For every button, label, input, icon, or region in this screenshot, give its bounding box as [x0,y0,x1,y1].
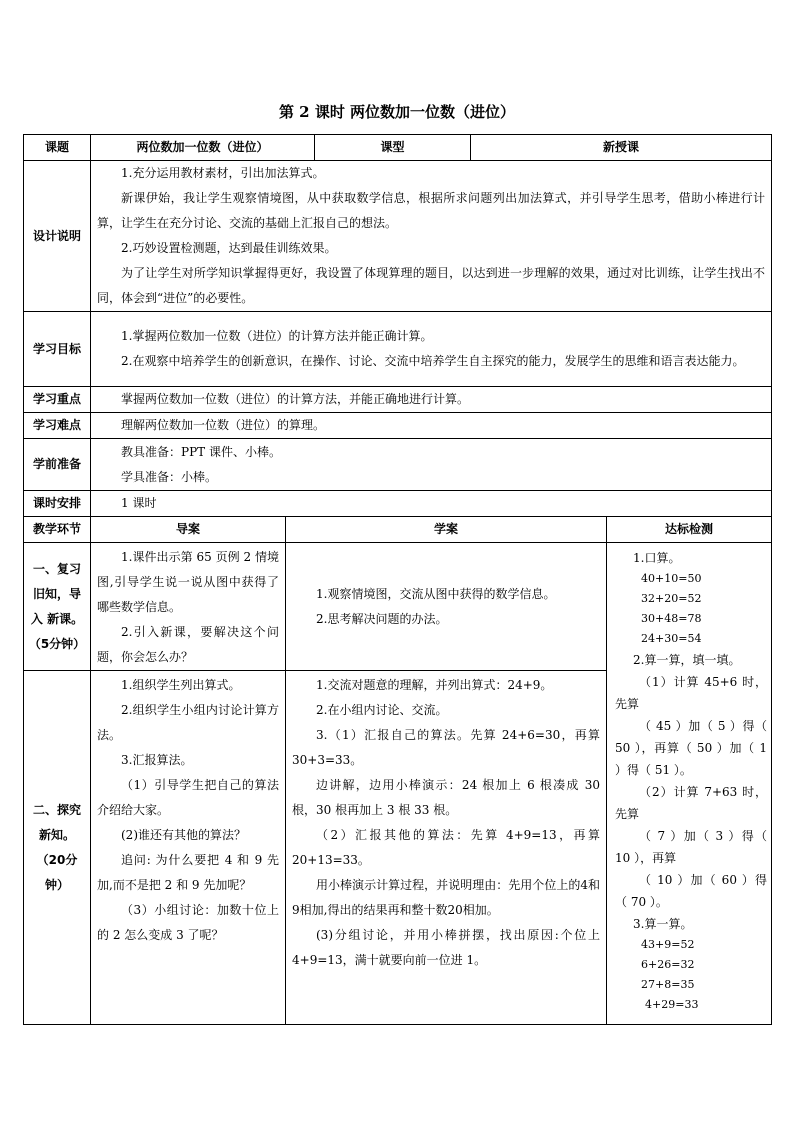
calc-item: 6+26=32 [641,958,695,971]
goal-paragraph: 1.掌握两位数加一位数（进位）的计算方法并能正确计算。 [121,329,433,343]
key-point-text: 掌握两位数加一位数（进位）的计算方法，并能正确地进行计算。 [121,392,470,406]
calc-title: 3.算一算。 [633,917,693,931]
col-guide: 导案 [91,517,286,543]
prep-cell [91,439,772,491]
stage2-study-item: 3.（1）汇报自己的算法。先算 24+6=30，再算 30+3=33。 [292,728,601,767]
stage1-study-item: 2.思考解决问题的办法。 [316,611,448,626]
check-cell [607,543,772,1025]
col-check: 达标检测 [607,517,772,543]
stage1-guide-item: 2.引入新课，要解决这个问题，你会怎么办？ [97,625,279,664]
stage2-study-item: 1.交流对题意的理解，并列出算式：24+9。 [316,678,553,692]
oral-item: 24+30=54 [641,632,702,645]
fill2-line: （ 7 ）加（ 3 ）得（ 10 ），再算 [615,829,768,865]
prep-line: 教具准备：PPT 课件、小棒。 [121,444,281,459]
type-value: 新授课 [471,135,772,161]
stage2-study-item: 边讲解，边用小棒演示：24 根加上 6 根凑成 30 根，30 根再加上 3 根 33 根。 [292,778,601,817]
prep-label: 学前准备 [24,439,91,491]
stage2-guide-item: (2)谁还有其他的算法？ [121,828,246,842]
design-paragraph: 2.巧妙设置检测题，达到最佳训练效果。 [121,241,337,255]
difficulty-cell [91,413,772,439]
fill-title: 2.算一算，填一填。 [633,653,741,667]
stage1-study [286,543,607,671]
page-title: 第 2 课时 两位数加一位数（进位） [278,103,516,121]
stage2-guide-item: 3.汇报算法。 [121,753,193,767]
schedule-row [24,491,772,517]
topic-value: 两位数加一位数（进位） [91,135,315,161]
stage1-guide [91,543,286,671]
difficulty-row [24,413,772,439]
column-header-row [24,517,772,543]
col-stage: 教学环节 [24,517,91,543]
design-paragraph: 1.充分运用教材素材，引出加法算式。 [121,166,325,180]
key-point-row [24,387,772,413]
difficulty-label: 学习难点 [24,413,91,439]
prep-line: 学具准备：小棒。 [121,469,218,484]
fill1-line: （ 45 ）加（ 5 ）得（ 50 ），再算（ 50 ）加（ 1 ）得（ 51 ）。 [615,719,768,777]
goals-label: 学习目标 [24,312,91,387]
stage2-study-item: （2）汇报其他的算法：先算 4+9=13，再算 20+13=33。 [292,828,601,867]
stage2-guide-item: （3）小组讨论：加数十位上的 2 怎么变成 3 了呢？ [97,903,279,942]
calc-item: 27+8=35 [641,978,695,991]
schedule-label: 课时安排 [24,491,91,517]
key-point-cell [91,387,772,413]
schedule-cell [91,491,772,517]
stage2-label: 二、探究新知。（20分钟） [24,671,91,1025]
col-study: 学案 [286,517,607,543]
calc-item: 4+29=33 [645,998,699,1011]
stage2-study [286,671,607,1025]
goals-row [24,312,772,387]
oral-item: 32+20=52 [641,592,702,605]
calc-item: 43+9=52 [641,938,695,951]
topic-label: 课题 [24,135,91,161]
design-row [24,161,772,312]
stage1-row [24,543,772,671]
goal-paragraph: 2.在观察中培养学生的创新意识，在操作、讨论、交流中培养学生自主探究的能力，发展学生的思维和语言表达能力。 [121,354,745,368]
fill2-line: （2）计算 7+63 时，先算 [615,785,768,821]
stage2-guide-item: 1.组织学生列出算式。 [121,678,241,692]
stage1-study-item: 1.观察情境图，交流从图中获得的数学信息。 [316,586,556,601]
stage2-guide-item: （1）引导学生把自己的算法介绍给大家。 [97,778,279,817]
stage1-label: 一、复习旧知，导入 新课。（5分钟） [24,543,91,671]
goals-text [91,312,772,387]
key-point-label: 学习重点 [24,387,91,413]
stage2-study-item: 2.在小组内讨论、交流。 [316,703,448,717]
design-notes [91,161,772,312]
design-paragraph: 新课伊始，我让学生观察情境图，从中获取数学信息，根据所求问题列出加法算式，并引导学生思考，借助小棒进行计算，让学生在充分讨论、交流的基础上汇报自己的想法。 [97,191,766,230]
type-label: 课型 [315,135,471,161]
schedule-text: 1 课时 [121,496,157,510]
oral-title: 1.口算。 [633,551,681,565]
oral-item: 40+10=50 [641,572,702,585]
stage2-guide-item: 追问: 为什么要把 4 和 9 先加,而不是把 2 和 9 先加呢？ [97,853,279,892]
stage1-guide-item: 1.课件出示第 65 页例 2 情境图,引导学生说一说从图中获得了哪些数学信息。 [97,550,279,614]
design-paragraph: 为了让学生对所学知识掌握得更好，我设置了体现算理的题目，以达到进一步理解的效果，通过对比训练，让学生找出不同，体会到“进位”的必要性。 [97,266,766,305]
design-label: 设计说明 [24,161,91,312]
stage2-study-item: 用小棒演示计算过程，并说明理由：先用个位上的4和9相加,得出的结果再和整十数20相加。 [292,878,601,917]
stage2-guide [91,671,286,1025]
stage2-guide-item: 2.组织学生小组内讨论计算方法。 [97,703,279,742]
oral-item: 30+48=78 [641,612,702,625]
fill1-line: （1）计算 45+6 时，先算 [615,675,768,711]
prep-row [24,439,772,491]
difficulty-text: 理解两位数加一位数（进位）的算理。 [121,418,326,432]
fill2-line: （ 10 ）加（ 60 ）得（ 70 ）。 [615,873,768,909]
header-row [24,135,772,161]
stage2-study-item: (3)分组讨论，并用小棒拼摆，找出原因:个位上 4+9=13，满十就要向前一位进 1。 [292,928,601,967]
lesson-plan-table [23,134,772,1025]
